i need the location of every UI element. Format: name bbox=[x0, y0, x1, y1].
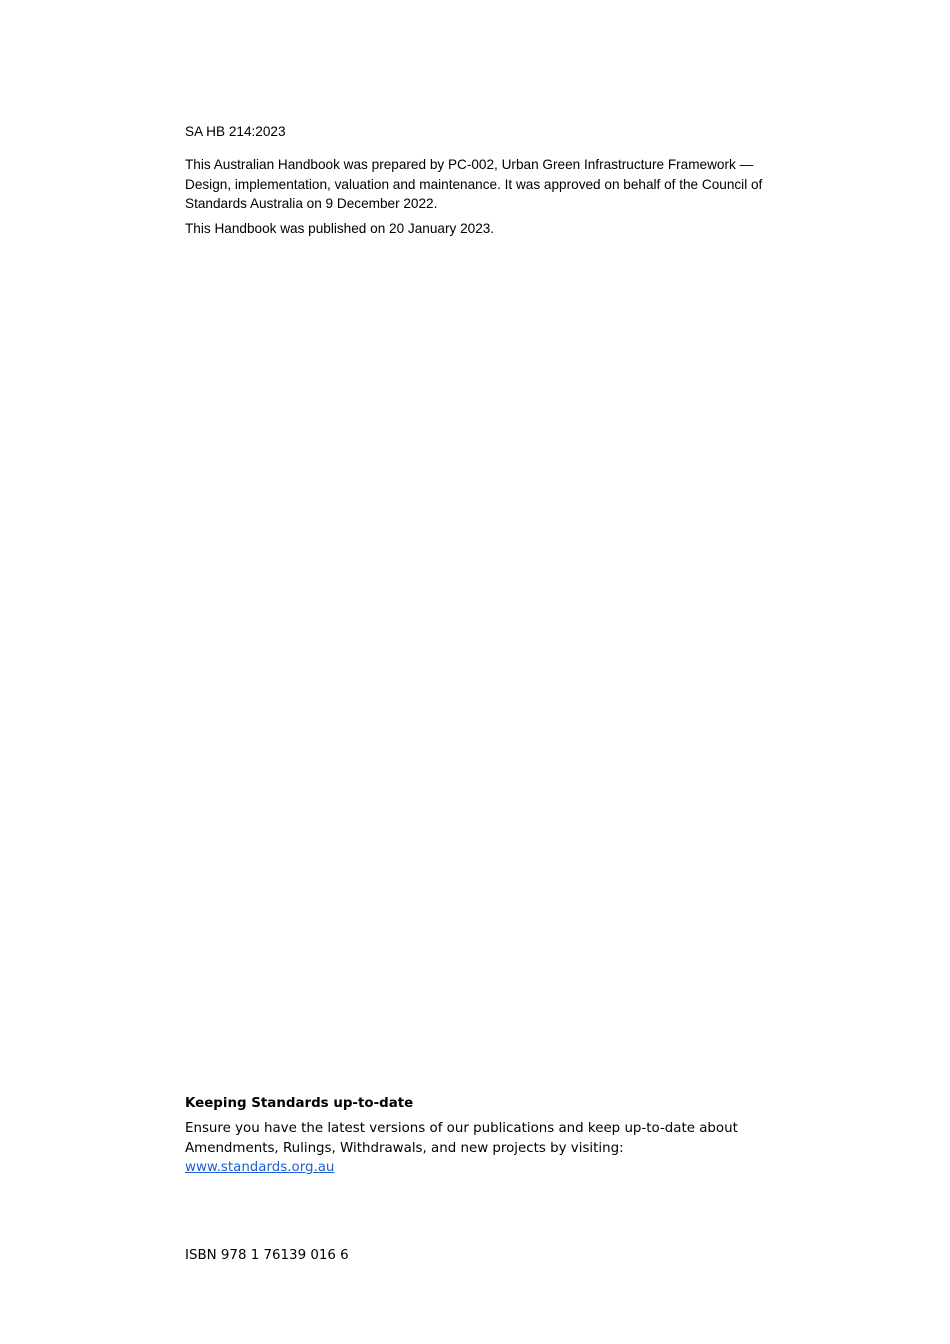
document-identifier: SA HB 214:2023 bbox=[185, 124, 286, 139]
keeping-standards-heading: Keeping Standards up-to-date bbox=[185, 1096, 414, 1111]
isbn: ISBN 978 1 76139 016 6 bbox=[185, 1248, 349, 1263]
keeping-standards-body: Ensure you have the latest versions of our publications and keep up-to-date about Amendments, Rulings, Withdrawals, and new projects by visiting: bbox=[185, 1121, 738, 1156]
standards-website-link[interactable]: www.standards.org.au bbox=[185, 1160, 335, 1175]
approval-statement: This Australian Handbook was prepared by PC-002, Urban Green Infrastructure Framework — Design, implementation, valuation and maintenance. It was approved on behalf of the Council of Standards Australia on 9 December 2022. bbox=[185, 157, 763, 211]
publication-date-statement: This Handbook was published on 20 January 2023. bbox=[185, 221, 495, 236]
